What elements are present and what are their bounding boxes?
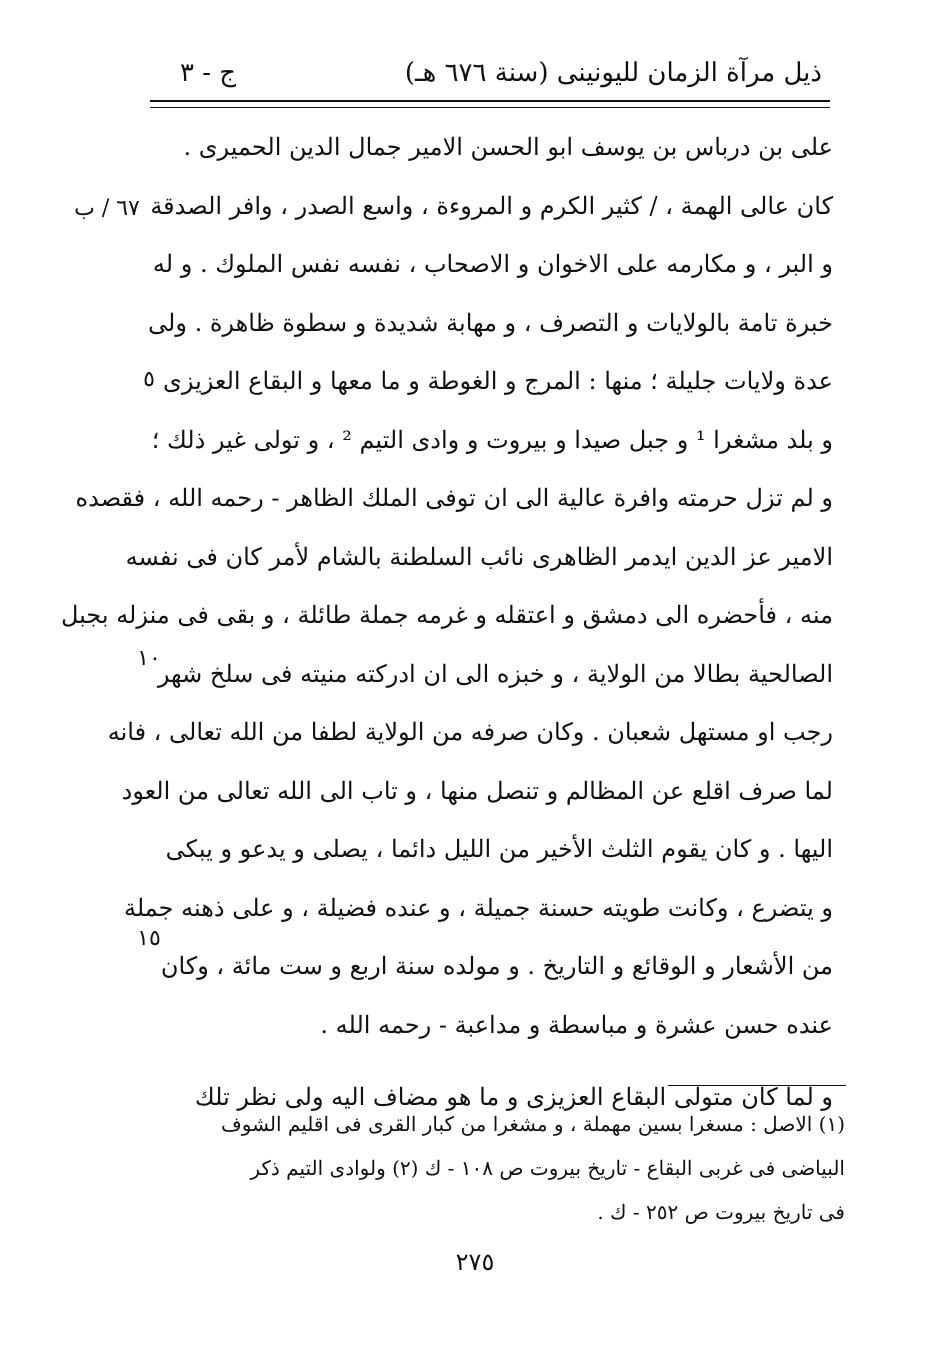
header-rule	[150, 100, 830, 108]
text-line: اليها . و كان يقوم الثلث الأخير من الليل دائما ، يصلى و يدعو و يبكى	[165, 835, 833, 863]
header-volume: ج - ٣	[180, 58, 237, 88]
header-title: ذيل مرآة الزمان لليونينى (سنة ٦٧٦ هـ)	[404, 58, 822, 88]
text-line: الصالحية بطالا من الولاية ، و خبزه الى ان ادركته منيته فى سلخ شهر	[157, 659, 833, 688]
text-line: كان عالى الهمة ، / كثير الكرم و المروءة ، واسع الصدر ، وافر الصدقة	[150, 191, 833, 220]
line-number-10: ١٠	[137, 646, 161, 671]
footnote-line: (١) الاصل : مسغرا بسين مهملة ، و مشغرا من كبار القرى فى اقليم الشوف	[221, 1112, 845, 1136]
text-line: و يتضرع ، وكانت طويته حسنة جميلة ، و عنده فضيلة ، و على ذهنه جملة	[123, 893, 833, 922]
text-line: عنده حسن عشرة و مباسطة و مداعبة - رحمه الله .	[320, 1010, 833, 1039]
paragraph-gap	[165, 1054, 833, 1068]
text-line: و بلد مشغرا ¹ و جبل صيدا و بيروت و وادى التيم ² ، و تولى غير ذلك ؛	[151, 425, 833, 454]
footnotes	[165, 1102, 845, 1234]
footnote-line: فى تاريخ بيروت ص ٢٥٢ - ك .	[597, 1200, 845, 1224]
folio-marker: ٦٧ / ب	[74, 196, 140, 221]
running-header	[150, 52, 830, 100]
text-line: خبرة تامة بالولايات و التصرف ، و مهابة شديدة و سطوة ظاهرة . ولى	[148, 308, 833, 337]
page-number: ٢٧٥	[455, 1248, 495, 1276]
text-line: لما صرف اقلع عن المظالم و تنصل منها ، و تاب الى الله تعالى من العود	[121, 776, 833, 805]
text-line: الامير عز الدين ايدمر الظاهرى نائب السلطنة بالشام لأمر كان فى نفسه	[125, 542, 833, 571]
text-line: منه ، فأحضره الى دمشق و اعتقله و غرمه جملة طائلة ، و بقى فى منزله بجبل	[60, 601, 833, 629]
text-line: على بن درباس بن يوسف ابو الحسن الامير جمال الدين الحميرى .	[183, 133, 833, 161]
line-number-15: ١٥	[137, 926, 161, 951]
line-number-5: ٥	[143, 367, 155, 392]
text-line: و لم تزل حرمته وافرة عالية الى ان توفى الملك الظاهر - رحمه الله ، فقصده	[75, 484, 833, 512]
text-line: عدة ولايات جليلة ؛ منها : المرج و الغوطة و ما معها و البقاع العزيزى	[163, 367, 833, 395]
text-line: و البر ، و مكارمه على الاخوان و الاصحاب ، نفسه نفس الملوك . و له	[152, 250, 833, 278]
text-line-new-paragraph: و لما كان متولى البقاع العزيزى و ما هو مضاف اليه ولى نظر تلك	[194, 1083, 833, 1111]
footnote-line: البياضى فى غربى البقاع - تاريخ بيروت ص ١٠٨ - ك (٢) ولوادى التيم ذكر	[250, 1156, 845, 1180]
text-line: رجب او مستهل شعبان . وكان صرفه من الولاية لطفا من الله تعالى ، فانه	[107, 718, 833, 746]
footnote-rule	[668, 1085, 846, 1086]
text-line: من الأشعار و الوقائع و التاريخ . و مولده سنة اربع و ست مائة ، وكان	[160, 952, 833, 980]
